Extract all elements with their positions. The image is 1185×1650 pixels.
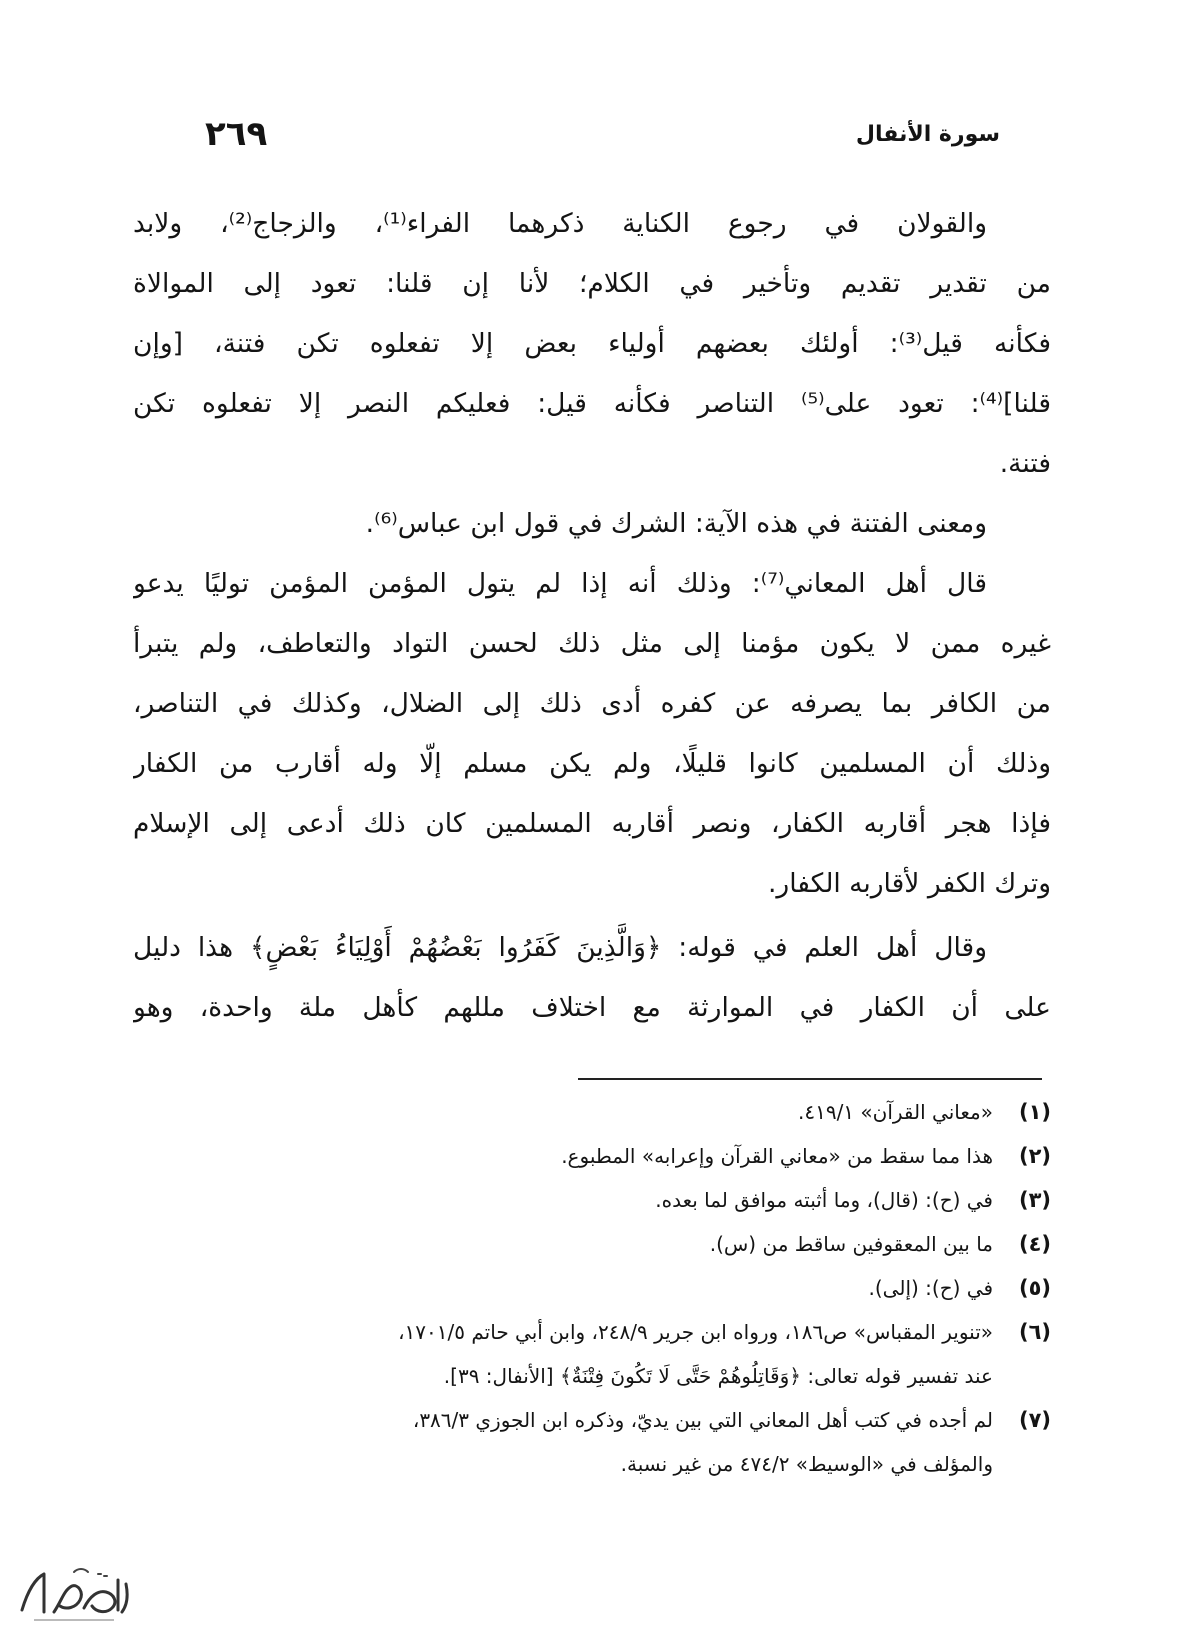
- surah-title: سورة الأنفال: [855, 121, 1000, 147]
- footnote-text: في (ح): (إلى).: [868, 1276, 993, 1300]
- text-line: وقال أهل العلم في قوله: ﴿وَالَّذِينَ كَفَرُوا بَعْضُهُمْ أَوْلِيَاءُ بَعْضٍ﴾ هذا دليل: [133, 932, 987, 963]
- footnote: [133, 1178, 1051, 1222]
- footnote: [133, 1222, 1051, 1266]
- footnote: [133, 1090, 1051, 1134]
- footnote-number: (٥): [1018, 1276, 1051, 1300]
- footnote: [133, 1266, 1051, 1310]
- footnote-text: والمؤلف في «الوسيط» ٤٧٤/٢ من غير نسبة.: [620, 1452, 993, 1476]
- footnote-number: (٣): [1018, 1188, 1051, 1212]
- footnote-number: (٧): [1018, 1408, 1051, 1432]
- footnote-text: في (ح): (قال)، وما أثبته موافق لما بعده.: [655, 1188, 993, 1212]
- footnote: [133, 1134, 1051, 1178]
- footnote: [133, 1398, 1051, 1486]
- footnote-text: ما بين المعقوفين ساقط من (س).: [709, 1232, 993, 1256]
- page-header: [205, 112, 1000, 156]
- footnote-text: عند تفسير قوله تعالى: ﴿وَقَاتِلُوهُمْ حَتَّى لَا تَكُونَ فِتْنَةٌ﴾ [الأنفال: ٣٩].: [443, 1364, 993, 1388]
- text-line: ومعنى الفتنة في هذه الآية: الشرك في قول ابن عباس⁽⁶⁾.: [365, 508, 987, 539]
- page-number: ٢٦٩: [205, 114, 268, 154]
- main-text: [133, 194, 1051, 1038]
- footnote-text: لم أجده في كتب أهل المعاني التي بين يديّ، وذكره ابن الجوزي ٣٨٦/٣،: [412, 1408, 993, 1432]
- text-line: من تقدير تقديم وتأخير في الكلام؛ لأنا إن قلنا: تعود إلى الموالاة: [133, 268, 1051, 299]
- text-line: من الكافر بما يصرفه عن كفره أدى ذلك إلى الضلال، وكذلك في التناصر،: [133, 688, 1051, 719]
- text-line: غيره ممن لا يكون مؤمنا إلى مثل ذلك لحسن التواد والتعاطف، ولم يتبرأ: [133, 628, 1051, 659]
- footnote-number: (٢): [1018, 1144, 1051, 1168]
- footnote-number: (٦): [1018, 1320, 1051, 1344]
- footnote-text: هذا مما سقط من «معاني القرآن وإعرابه» المطبوع.: [561, 1144, 993, 1168]
- footnote-separator: [578, 1078, 1042, 1080]
- text-line: قلنا]⁽⁴⁾: تعود على⁽⁵⁾ التناصر فكأنه قيل: فعليكم النصر إلا تفعلوه تكن: [133, 388, 1051, 419]
- text-line: والقولان في رجوع الكناية ذكرهما الفراء⁽¹⁾، والزجاج⁽²⁾، ولابد: [133, 208, 987, 239]
- text-line: فإذا هجر أقاربه الكفار، ونصر أقاربه المسلمين كان ذلك أدعى إلى الإسلام: [133, 808, 1051, 839]
- footnote: [133, 1310, 1051, 1398]
- library-stamp-logo: [14, 1560, 134, 1626]
- calligraphy-stamp-icon: [14, 1560, 134, 1626]
- text-line: فتنة.: [999, 448, 1051, 479]
- text-line: على أن الكفار في الموارثة مع اختلاف مللهم كأهل ملة واحدة، وهو: [133, 992, 1051, 1023]
- footnotes: [133, 1090, 1051, 1486]
- footnote-text: «تنوير المقباس» ص١٨٦، ورواه ابن جرير ٢٤٨/٩، وابن أبي حاتم ١٧٠١/٥،: [398, 1320, 993, 1344]
- footnote-number: (٤): [1018, 1232, 1051, 1256]
- text-line: فكأنه قيل⁽³⁾: أولئك بعضهم أولياء بعض إلا تفعلوه تكن فتنة، [وإن: [133, 328, 1051, 359]
- text-line: وذلك أن المسلمين كانوا قليلًا، ولم يكن مسلم إلّا وله أقارب من الكفار: [133, 748, 1051, 779]
- text-line: قال أهل المعاني⁽⁷⁾: وذلك أنه إذا لم يتول المؤمن المؤمن توليًا يدعو: [133, 568, 987, 599]
- footnote-number: (١): [1018, 1100, 1051, 1124]
- text-line: وترك الكفر لأقاربه الكفار.: [767, 868, 1051, 899]
- footnote-text: «معاني القرآن» ٤١٩/١.: [797, 1100, 993, 1124]
